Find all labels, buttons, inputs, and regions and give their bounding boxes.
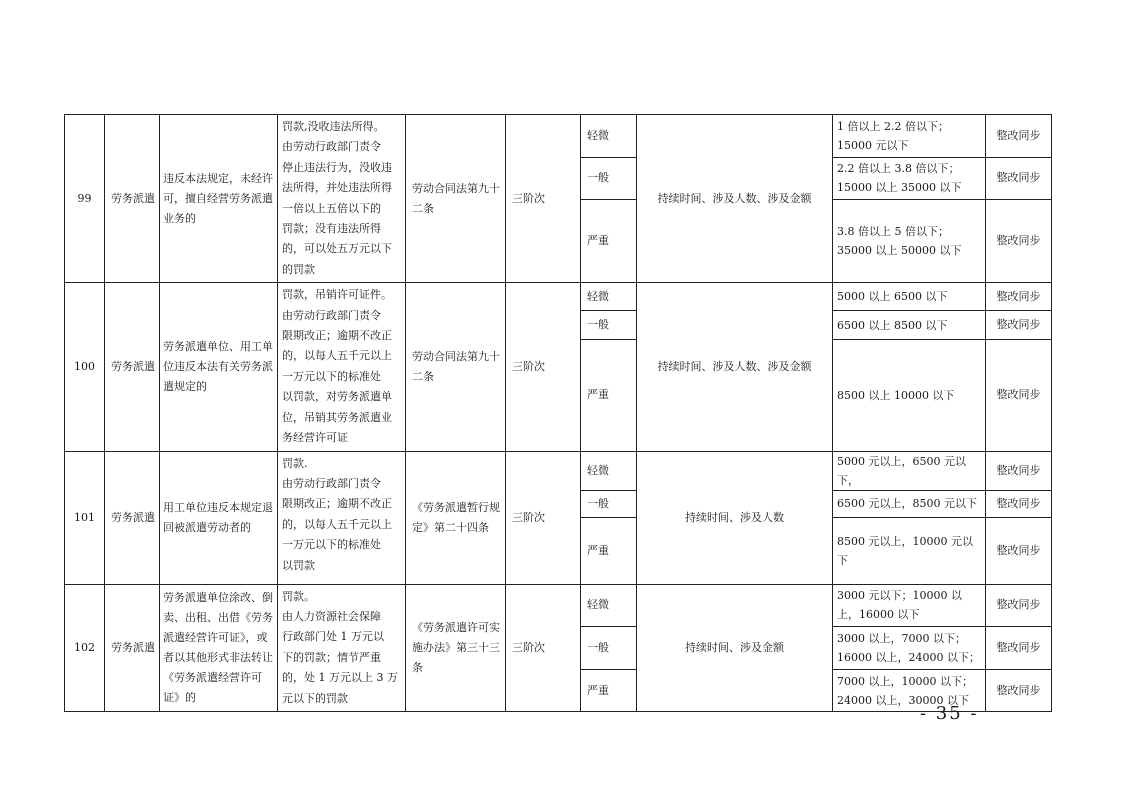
severity-level: 一般 bbox=[581, 627, 637, 670]
discretion-factors: 持续时间、涉及人数、涉及金额 bbox=[637, 115, 833, 283]
penalty-range: 6500 元以上，8500 元以下 bbox=[833, 490, 986, 517]
item-number: 101 bbox=[65, 451, 105, 584]
severity-level: 严重 bbox=[581, 339, 637, 451]
penalty-provision bbox=[278, 584, 406, 711]
penalty-line: 的，以每人五千元以上 bbox=[282, 349, 392, 363]
violation-type: 劳务派遣 bbox=[105, 451, 160, 584]
violation-behavior: 劳务派遣单位涂改、倒卖、出租、出借《劳务派遣经营许可证》，或者以其他形式非法转让《劳务派遣经营许可证》的 bbox=[160, 584, 278, 711]
penalty-line: 罚款。 bbox=[282, 589, 315, 603]
penalty-line: 的，以每人五千元以上 bbox=[282, 517, 392, 531]
penalty-provision bbox=[278, 115, 406, 283]
page-number: - 35 - bbox=[920, 703, 979, 724]
penalty-stage: 三阶次 bbox=[506, 584, 581, 711]
remark: 整改同步 bbox=[986, 311, 1052, 339]
penalty-line: 限期改正；逾期不改正 bbox=[282, 329, 392, 343]
severity-level: 一般 bbox=[581, 311, 637, 339]
remark: 整改同步 bbox=[986, 670, 1052, 712]
discretion-factors: 持续时间、涉及人数 bbox=[637, 451, 833, 584]
penalty-line: 罚款，吊销许可证件。 bbox=[282, 288, 392, 302]
severity-level: 轻微 bbox=[581, 115, 637, 158]
discretion-factors: 持续时间、涉及人数、涉及金额 bbox=[637, 283, 833, 451]
penalty-range: 2.2 倍以上 3.8 倍以下；15000 以上 35000 以下 bbox=[833, 157, 986, 200]
violation-type: 劳务派遣 bbox=[105, 115, 160, 283]
table-row bbox=[65, 451, 1052, 490]
penalty-line: 罚款. bbox=[282, 456, 308, 470]
penalty-range: 3000 元以下；10000 以上，16000 以下 bbox=[833, 584, 986, 627]
penalty-line: 以罚款，对劳务派遣单 bbox=[282, 390, 392, 404]
penalty-range: 8500 元以上，10000 元以下 bbox=[833, 517, 986, 584]
table-row bbox=[65, 584, 1052, 627]
penalty-range: 7000 以上，10000 以下；24000 以上，30000 以下 bbox=[833, 670, 986, 712]
penalty-stage: 三阶次 bbox=[506, 115, 581, 283]
penalty-standards-table bbox=[64, 114, 1052, 712]
remark: 整改同步 bbox=[986, 339, 1052, 451]
severity-level: 轻微 bbox=[581, 584, 637, 627]
penalty-stage: 三阶次 bbox=[506, 451, 581, 584]
severity-level: 轻微 bbox=[581, 283, 637, 311]
penalty-line: 下的罚款；情节严重 bbox=[282, 650, 381, 664]
penalty-line: 元以下的罚款 bbox=[282, 691, 348, 705]
discretion-factors: 持续时间、涉及金额 bbox=[637, 584, 833, 711]
violation-behavior: 用工单位违反本规定退回被派遣劳动者的 bbox=[160, 451, 278, 584]
penalty-range: 1 倍以上 2.2 倍以下；15000 元以下 bbox=[833, 115, 986, 158]
penalty-provision bbox=[278, 283, 406, 451]
remark: 整改同步 bbox=[986, 490, 1052, 517]
penalty-line: 的罚款 bbox=[282, 262, 315, 276]
remark: 整改同步 bbox=[986, 451, 1052, 490]
penalty-range: 8500 以上 10000 以下 bbox=[833, 339, 986, 451]
legal-basis: 劳动合同法第九十二条 bbox=[406, 115, 506, 283]
severity-level: 一般 bbox=[581, 490, 637, 517]
penalty-range: 3.8 倍以上 5 倍以下；35000 以上 50000 以下 bbox=[833, 200, 986, 283]
penalty-line: 一万元以下的标准处 bbox=[282, 369, 381, 383]
remark: 整改同步 bbox=[986, 584, 1052, 627]
penalty-range: 5000 元以上，6500 元以下， bbox=[833, 451, 986, 490]
remark: 整改同步 bbox=[986, 517, 1052, 584]
penalty-line: 行政部门处 1 万元以 bbox=[282, 630, 384, 644]
severity-level: 一般 bbox=[581, 157, 637, 200]
legal-basis: 劳动合同法第九十二条 bbox=[406, 283, 506, 451]
remark: 整改同步 bbox=[986, 627, 1052, 670]
penalty-stage: 三阶次 bbox=[506, 283, 581, 451]
item-number: 99 bbox=[65, 115, 105, 283]
penalty-line: 停止违法行为，没收违 bbox=[282, 160, 392, 174]
violation-type: 劳务派遣 bbox=[105, 283, 160, 451]
severity-level: 严重 bbox=[581, 670, 637, 712]
penalty-line: 的，可以处五万元以下 bbox=[282, 242, 392, 256]
remark: 整改同步 bbox=[986, 283, 1052, 311]
penalty-line: 位，吊销其劳务派遣业 bbox=[282, 410, 392, 424]
table-row bbox=[65, 283, 1052, 311]
penalty-line: 由劳动行政部门责令 bbox=[282, 140, 381, 154]
penalty-line: 由劳动行政部门责令 bbox=[282, 308, 381, 322]
severity-level: 严重 bbox=[581, 200, 637, 283]
penalty-line: 罚款；没有违法所得 bbox=[282, 222, 381, 236]
violation-behavior: 违反本法规定，未经许可，擅自经营劳务派遣业务的 bbox=[160, 115, 278, 283]
severity-level: 严重 bbox=[581, 517, 637, 584]
penalty-line: 的，处 1 万元以上 3 万 bbox=[282, 671, 398, 685]
penalty-line: 罚款,没收违法所得。 bbox=[282, 120, 385, 133]
item-number: 100 bbox=[65, 283, 105, 451]
penalty-range: 5000 以上 6500 以下 bbox=[833, 283, 986, 311]
violation-type: 劳务派遣 bbox=[105, 584, 160, 711]
penalty-line: 以罚款 bbox=[282, 558, 315, 572]
violation-behavior: 劳务派遣单位、用工单位违反本法有关劳务派遣规定的 bbox=[160, 283, 278, 451]
penalty-range: 6500 以上 8500 以下 bbox=[833, 311, 986, 339]
remark: 整改同步 bbox=[986, 115, 1052, 158]
penalty-line: 由劳动行政部门责令 bbox=[282, 476, 381, 490]
remark: 整改同步 bbox=[986, 157, 1052, 200]
penalty-provision bbox=[278, 451, 406, 584]
severity-level: 轻微 bbox=[581, 451, 637, 490]
remark: 整改同步 bbox=[986, 200, 1052, 283]
table-row bbox=[65, 115, 1052, 158]
legal-basis: 《劳务派遣暂行规定》第二十四条 bbox=[406, 451, 506, 584]
penalty-line: 一倍以上五倍以下的 bbox=[282, 201, 381, 215]
penalty-line: 由人力资源社会保障 bbox=[282, 609, 381, 623]
penalty-line: 务经营许可证 bbox=[282, 431, 348, 445]
penalty-line: 限期改正；逾期不改正 bbox=[282, 497, 392, 511]
penalty-range: 3000 以上，7000 以下；16000 以上，24000 以下； bbox=[833, 627, 986, 670]
penalty-line: 法所得，并处违法所得 bbox=[282, 181, 392, 195]
penalty-line: 一万元以下的标准处 bbox=[282, 538, 381, 552]
item-number: 102 bbox=[65, 584, 105, 711]
legal-basis: 《劳务派遣许可实施办法》第三十三条 bbox=[406, 584, 506, 711]
